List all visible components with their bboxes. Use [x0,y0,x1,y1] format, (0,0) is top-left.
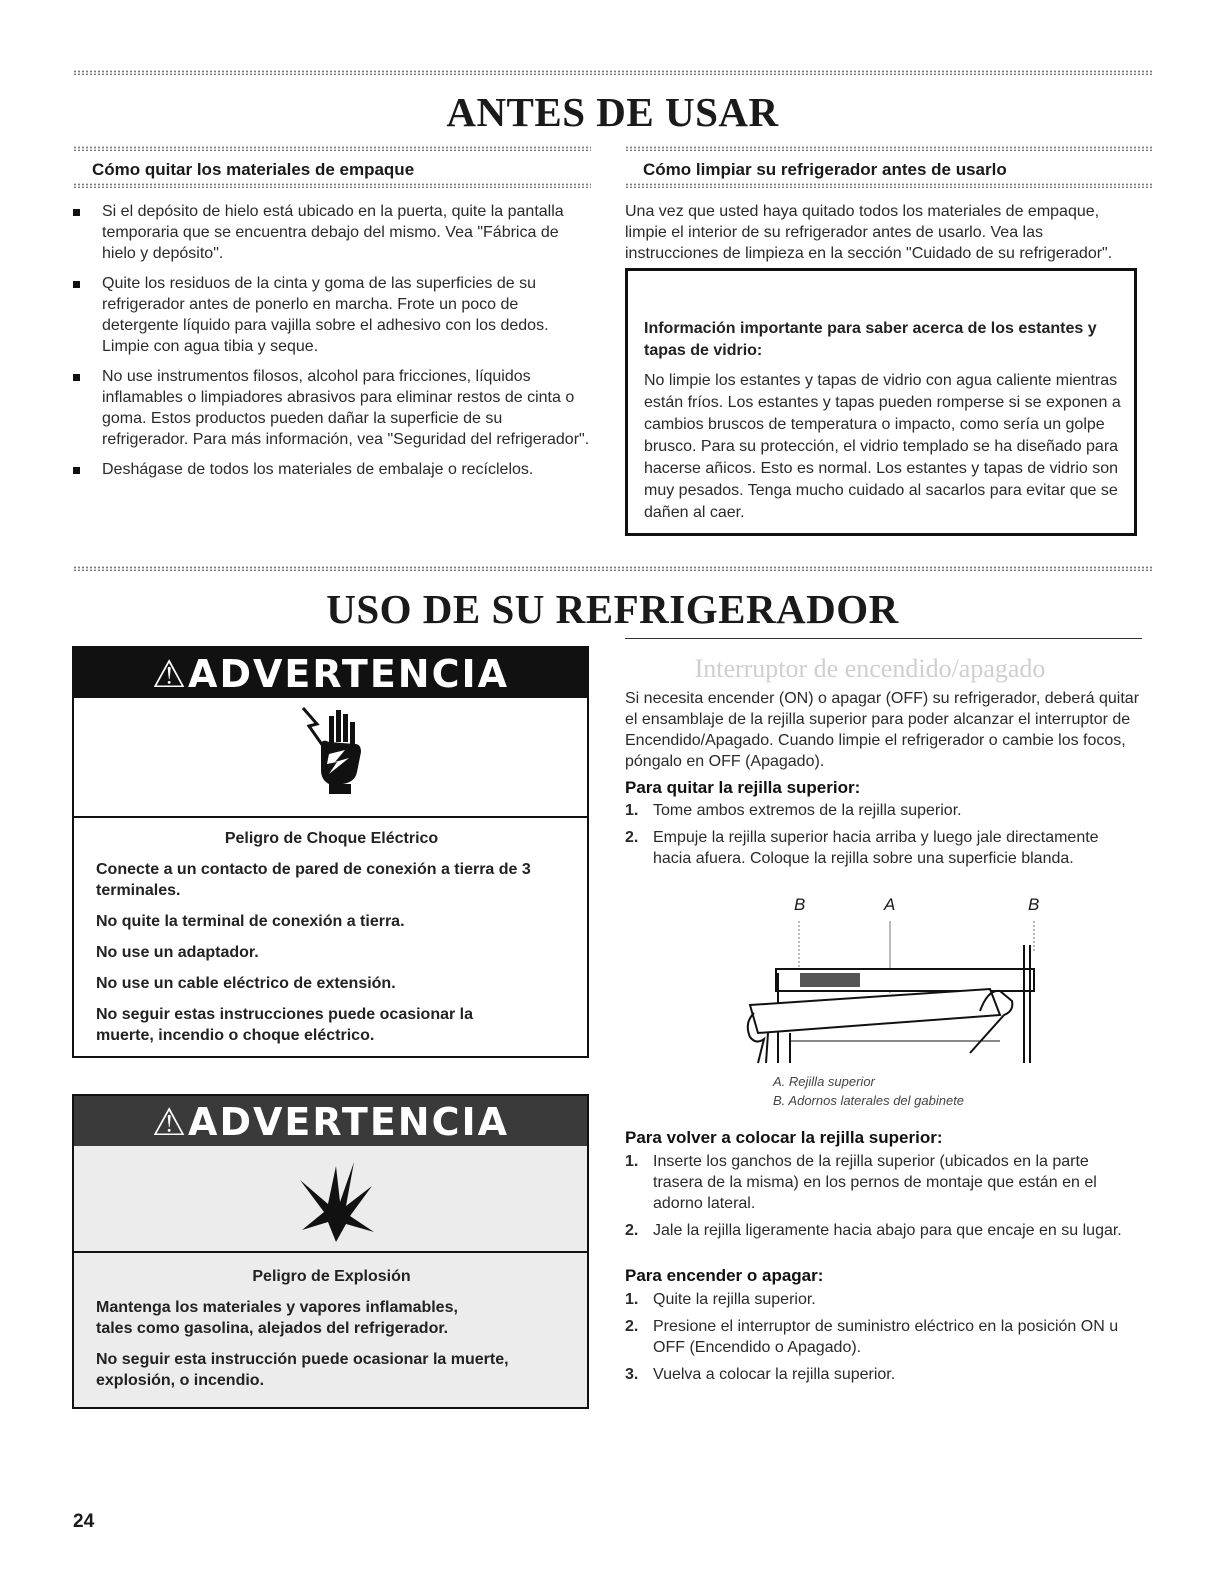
warning-explosion-box [72,1094,589,1409]
list-item [625,827,1135,869]
glass-info-box [625,268,1137,536]
right-heading-rule-bottom [625,183,1153,188]
list-item [625,800,1135,821]
list-item: Quite los residuos de la cinta y goma de las superficies de su refrigerador antes de ponerlo en marcha. Frote un poco de detergente líquido para vajilla sobre el adhesivo con los dedos. Limpie con agua tibia y seque. [72,273,592,357]
left-heading-rule-bottom [73,183,591,188]
warning-triangle-icon: ⚠ [151,1100,189,1144]
warning-label: ADVERTENCIA [188,1100,510,1144]
step-number: 2. [625,829,639,846]
warning-line: No seguir esta instrucción puede ocasionar la muerte, explosión, o incendio. [96,1351,509,1389]
warning-line: No seguir estas instrucciones puede ocasionar la muerte, incendio o choque eléctrico. [96,1006,474,1044]
list-item: Deshágase de todos los materiales de embalaje o recíclelos. [72,459,592,480]
warning-header [74,1096,587,1146]
step-text: Inserte los ganchos de la rejilla superior (ubicados en la parte trasera de la misma) en los pernos de montaje que están en el adorno lateral. [653,1153,1097,1212]
warning-line: No quite la terminal de conexión a tierra. [96,913,405,930]
figure-label-b-right: B [1028,895,1040,914]
remove-heading: Para quitar la rejilla superior: [625,778,861,797]
section-title-uso: USO DE SU REFRIGERADOR [326,586,899,632]
list-item [625,1151,1140,1214]
step-text: Presione el interruptor de suministro eléctrico en la posición ON u OFF (Encendido o Apagado). [653,1318,1119,1356]
warning-explosion-text [96,1266,567,1401]
top-rule [73,70,1153,75]
warning-electric-text [96,828,567,1056]
grille-figure [730,893,1060,1065]
section-title-antes: ANTES DE USAR [446,89,779,135]
warning-line: Conecte a un contacto de pared de conexión a tierra de 3 terminales. [96,861,531,899]
step-text: Quite la rejilla superior. [653,1291,816,1308]
list-item: Si el depósito de hielo está ubicado en la puerta, quite la pantalla temporaria que se encuentra debajo del mismo. Vea "Fábrica de hielo y depósito". [72,201,592,264]
list-item [625,1220,1140,1241]
step-number: 2. [625,1222,639,1239]
caption-a: A. Rejilla superior [773,1074,875,1089]
right-heading-rule-top [625,146,1153,151]
warning-line: No use un adaptador. [96,944,259,961]
step-text: Tome ambos extremos de la rejilla superior. [653,802,962,819]
onoff-steps [625,1289,1140,1391]
remove-steps [625,800,1135,875]
figure-label-a: A [884,895,896,914]
warning-divider [74,1251,587,1253]
warning-line: No use un cable eléctrico de extensión. [96,975,396,992]
warning-electric-box [72,646,589,1058]
list-item [625,1289,1140,1310]
grille-illustration [730,893,1060,1065]
list-item [625,1364,1140,1385]
warning-line: Mantenga los materiales y vapores inflamables, tales como gasolina, alejados del refrigerador. [96,1299,458,1337]
page-number: 24 [73,1511,95,1532]
step-text: Vuelva a colocar la rejilla superior. [653,1366,896,1383]
replace-heading: Para volver a colocar la rejilla superior: [625,1128,943,1147]
step-text: Empuje la rejilla superior hacia arriba y luego jale directamente hacia afuera. Coloque la rejilla sobre una superficie blanda. [653,829,1099,867]
hazard-title: Peligro de Explosión [252,1268,411,1285]
glass-info-title: Información importante para saber acerca de los estantes y tapas de vidrio: [644,320,1097,359]
list-item: No use instrumentos filosos, alcohol para fricciones, líquidos inflamables o limpiadores abrasivos para eliminar restos de cinta o goma. Estos productos pueden dañar la superficie de su refrigerador. Para más información, vea "Seguridad del refrigerador". [72,366,592,450]
hazard-title: Peligro de Choque Eléctrico [224,830,439,847]
packing-bullets [72,201,592,489]
warning-triangle-icon: ⚠ [151,652,189,696]
left-heading-rule-top [73,146,591,151]
step-number: 1. [625,1153,639,1170]
step-number: 3. [625,1366,639,1383]
list-item [625,1316,1140,1358]
caption-b: B. Adornos laterales del gabinete [773,1093,965,1108]
onoff-heading: Para encender o apagar: [625,1266,824,1285]
middle-rule [73,566,1153,571]
warning-header [74,648,587,698]
step-number: 2. [625,1318,639,1335]
figure-label-b-left: B [794,895,806,914]
step-number: 1. [625,1291,639,1308]
switch-top-rule [625,638,1142,639]
left-heading: Cómo quitar los materiales de empaque [92,160,415,179]
glass-info-body: No limpie los estantes y tapas de vidrio con agua caliente mientras están fríos. Los estantes y tapas pueden romperse si se exponen a cambios bruscos de temperatura o impacto, como sería un golpe brusco. Para su protección, el vidrio templado se ha diseñado para hacerse añicos. Esto es normal. Los estantes y tapas de vidrio son muy pesados. Tenga mucho cuidado al sacarlos para evitar que se dañen al caer. [644,372,1121,521]
electric-shock-icon [299,706,369,796]
explosion-icon [296,1156,376,1248]
cleaning-text: Una vez que usted haya quitado todos los materiales de empaque, limpie el interior de su refrigerador antes de usarlo. Vea las instrucciones de limpieza en la sección "Cuidado de su refrigerador". [625,203,1113,262]
warning-divider [74,816,587,818]
switch-heading: Interruptor de encendido/apagado [694,654,1046,683]
replace-steps [625,1151,1140,1247]
right-heading: Cómo limpiar su refrigerador antes de usarlo [643,160,1007,179]
warning-label: ADVERTENCIA [188,652,510,696]
step-number: 1. [625,802,639,819]
switch-intro: Si necesita encender (ON) o apagar (OFF) su refrigerador, deberá quitar el ensamblaje de la rejilla superior para poder alcanzar el interruptor de Encendido/Apagado. Cuando limpie el refrigerador o cambie los focos, póngalo en OFF (Apagado). [625,690,1140,770]
step-text: Jale la rejilla ligeramente hacia abajo para que encaje en su lugar. [653,1222,1122,1239]
